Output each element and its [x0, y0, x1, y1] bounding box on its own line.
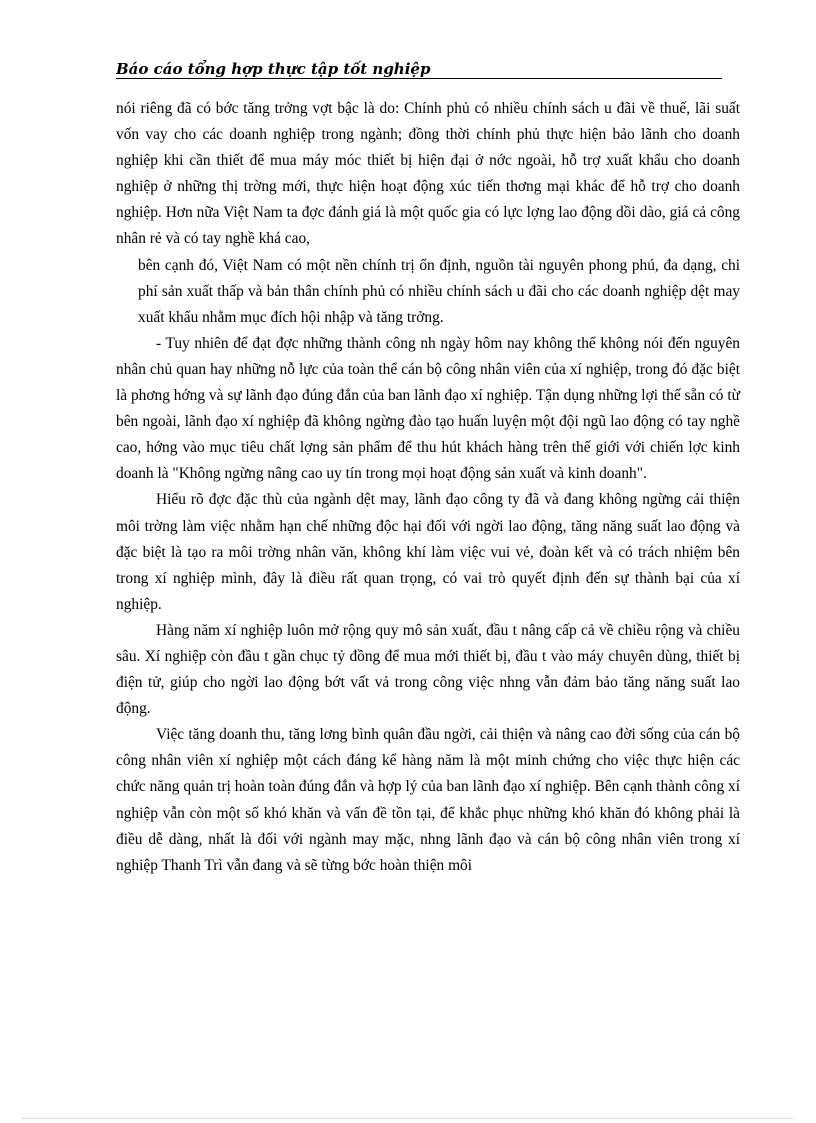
- paragraph-6: Việc tăng doanh thu, tăng lơng bình quân đầu ngời, cải thiện và nâng cao đời sống của cán bộ công nhân viên xí nghiệp một cách đáng kể hàng năm là một minh chứng cho việc thực hiện các chức năng quản trị hoàn toàn đúng đắn và hợp lý của ban lãnh đạo xí nghiệp. Bên cạnh thành công xí nghiệp vẫn còn một số khó khăn và vấn đề tồn tại, để khắc phục những khó khăn đó không phải là điều dễ dàng, nhất là đối với ngành may mặc, nhng lãnh đạo và cán bộ công nhân viên trong xí nghiệp Thanh Trì vẫn đang và sẽ từng bớc hoàn thiện môi: [116, 726, 740, 874]
- paragraph-4: Hiểu rõ đợc đặc thù của ngành dệt may, lãnh đạo công ty đã và đang không ngừng cải thiện môi trờng làm việc nhằm hạn chế những độc hại đối với ngời lao động, tăng năng suất lao động và đặc biệt là tạo ra môi trờng nhân văn, không khí làm việc vui vẻ, đoàn kết và có trách nhiệm bên trong xí nghiệp mình, đây là điều rất quan trọng, có vai trò quyết định đến sự thành bại của xí nghiệp.: [116, 491, 740, 613]
- page-header: Báo cáo tổng hợp thực tập tốt nghiệp: [116, 56, 722, 79]
- paragraph-5: Hàng năm xí nghiệp luôn mở rộng quy mô sản xuất, đầu t nâng cấp cả về chiều rộng và chiều sâu. Xí nghiệp còn đầu t gần chục tỷ đồng để mua mới thiết bị, đầu t vào máy chuyên dùng, thiết bị điện tử, giúp cho ngời lao động bớt vất vả trong công việc nhng vẫn đảm bảo tăng năng suất lao động.: [116, 621, 740, 718]
- paragraph-1: nói riêng đã có bớc tăng trởng vợt bậc là do: Chính phủ có nhiều chính sách u đãi về thuế, lãi suất vốn vay cho các doanh nghiệp trong ngành; đồng thời chính phủ thực hiện bảo lãnh cho doanh nghiệp khi cần thiết để mua máy móc thiết bị hiện đại ở nớc ngoài, hỗ trợ xuất khẩu cho doanh nghiệp ở những thị trờng mới, thực hiện hoạt động xúc tiến thơng mại khác để hỗ trợ cho doanh nghiệp. Hơn nữa Việt Nam ta đợc đánh giá là một quốc gia có lực lợng lao động dồi dào, giá cả công nhân rẻ và có tay nghề khá cao,: [116, 100, 740, 248]
- footer-divider: [22, 1118, 794, 1119]
- paragraph-3: - Tuy nhiên để đạt đợc những thành công nh ngày hôm nay không thể không nói đến nguyên nhân chủ quan hay những nỗ lực của toàn thể cán bộ công nhân viên của xí nghiệp, trong đó đặc biệt là phơng hớng và sự lãnh đạo đúng đắn của ban lãnh đạo xí nghiệp. Tận dụng những lợi thế sẵn có từ bên ngoài, lãnh đạo xí nghiệp đã không ngừng đào tạo huấn luyện một đội ngũ lao động có tay nghề cao, hớng vào mục tiêu chất lợng sản phẩm để thu hút khách hàng trên thế giới với chiến lợc kinh doanh là "Không ngừng nâng cao uy tín trong mọi hoạt động sản xuất và kinh doanh".: [116, 334, 740, 483]
- document-body: [116, 96, 740, 879]
- paragraph-2: bên cạnh đó, Việt Nam có một nền chính trị ổn định, nguồn tài nguyên phong phú, đa dạng, chi phí sản xuất thấp và bản thân chính phủ có nhiều chính sách u đãi cho các doanh nghiệp dệt may xuất khẩu nhằm mục đích hội nhập và tăng trởng.: [138, 256, 740, 326]
